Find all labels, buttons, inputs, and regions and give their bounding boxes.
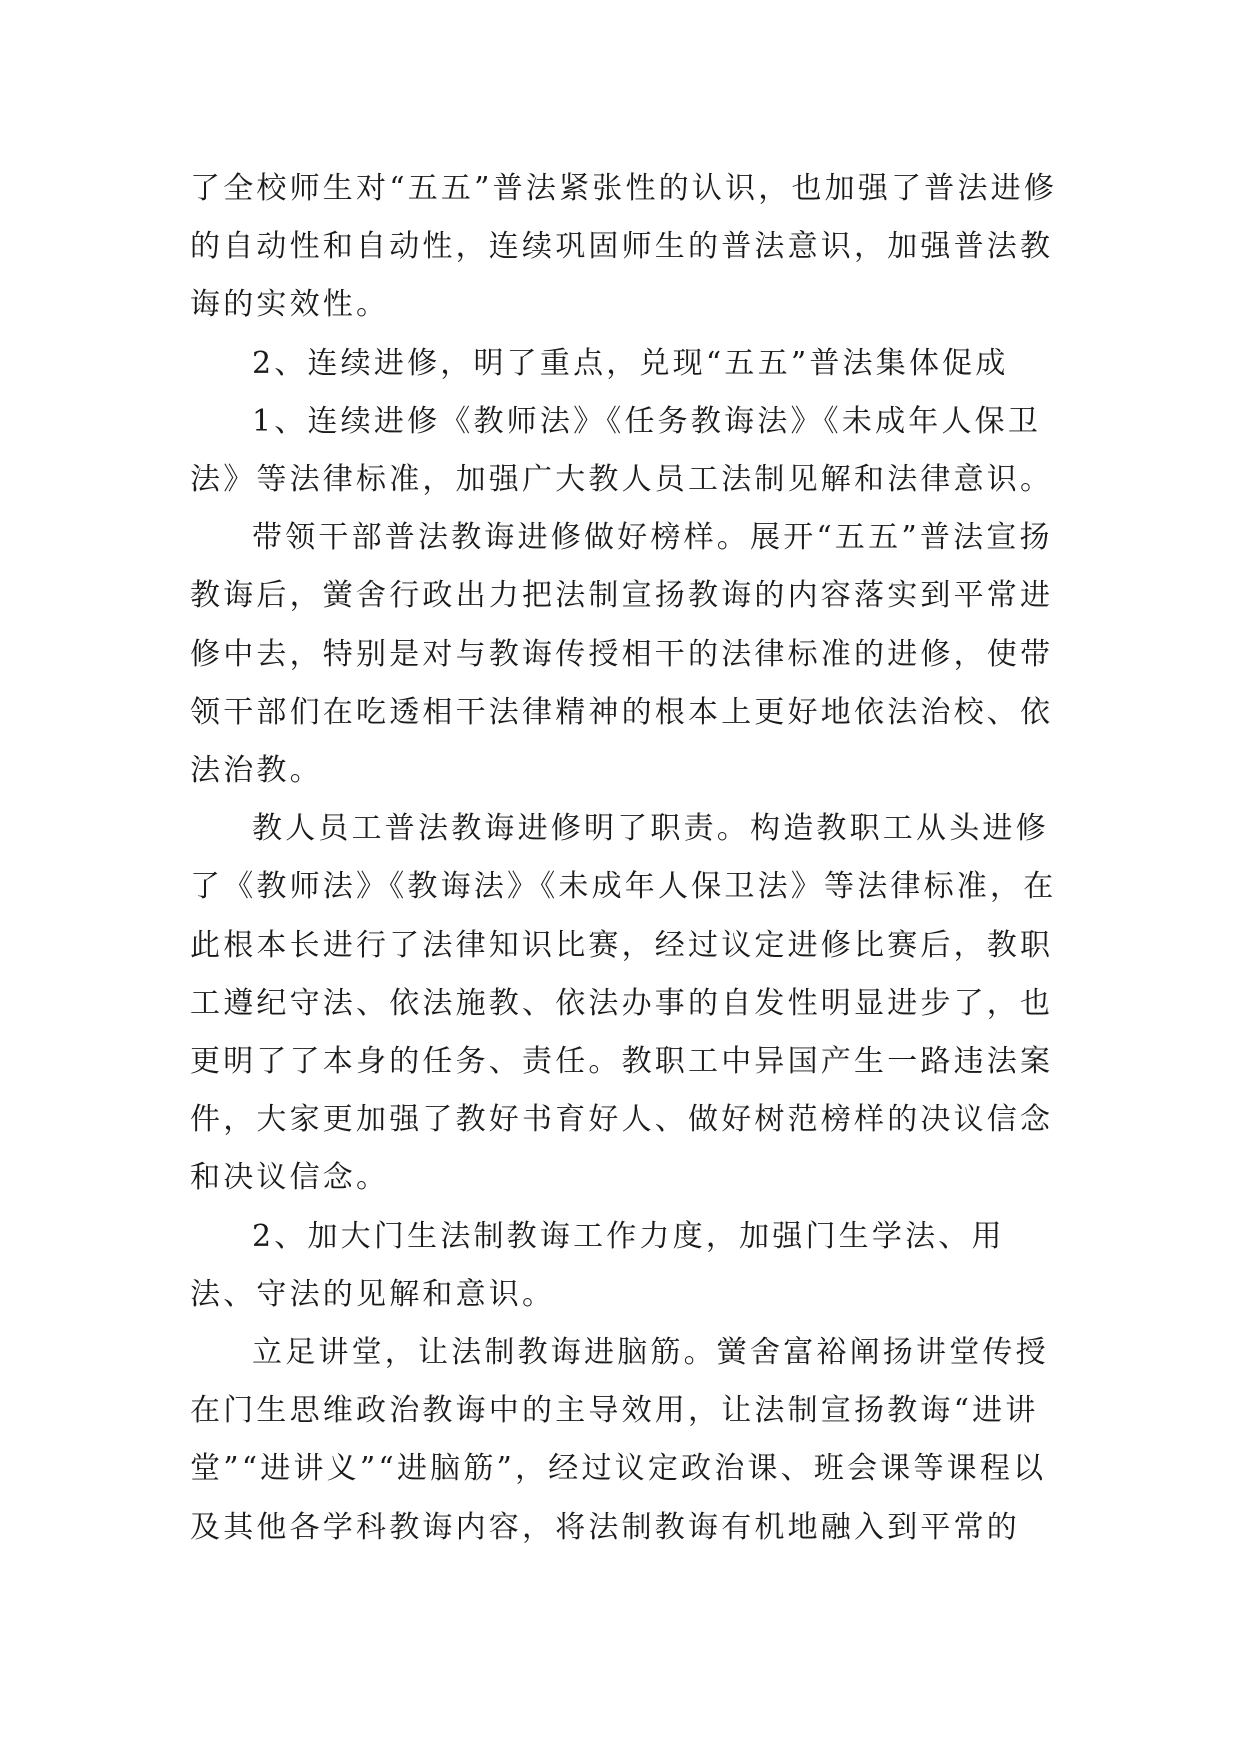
paragraph-classroom-education: 立足讲堂，让法制教诲进脑筋。黉舍富裕阐扬讲堂传授在门生思维政治教诲中的主导效用，让法制宣扬教诲“进讲堂”“进讲义”“进脑筋”，经过议定政治课、班会课等课程以及其他各学科教诲内容，将法制教诲有机地融入到平常的 — [190, 1335, 1049, 1545]
paragraph-staff-responsibility: 教人员工普法教诲进修明了职责。构造教职工从头进修了《教师法》《教诲法》《未成年人保卫法》等法律标准，在此根本长进行了法律知识比赛，经过议定进修比赛后，教职工遵纪守法、依法施教、依法办事的自发性明显进步了，也更明了了本身的任务、责任。教职工中异国产生一路违法案件，大家更加强了教好书育好人、做好树范榜样的决议信念和决议信念。 — [190, 811, 1057, 1196]
document-body — [190, 160, 1070, 1557]
paragraph-leaders-example: 带领干部普法教诲进修做好榜样。展开“五五”普法宣扬教诲后，黉舍行政出力把法制宣扬教诲的内容落实到平常进修中去，特别是对与教诲传授相干的法律标准的进修，使带领干部们在吃透相干法律精神的根本上更好地依法治校、依法治教。 — [190, 520, 1054, 789]
subheading-law-study: 1、连续进修《教师法》《任务教诲法》《未成年人保卫法》等法律标准，加强广大教人员工法制见解和法律意识。 — [190, 403, 1054, 498]
subheading-student-education: 2、加大门生法制教诲工作力度，加强门生学法、用法、守法的见解和意识。 — [190, 1218, 1005, 1312]
paragraph-intro-continuation: 了全校师生对“五五”普法紧张性的认识，也加强了普法进修的自动性和自动性，连续巩固师生的普法意识，加强普法教诲的实效性。 — [190, 171, 1058, 323]
section-heading-continue-study: 2、连续进修，明了重点，兑现“五五”普法集体促成 — [252, 345, 1009, 381]
